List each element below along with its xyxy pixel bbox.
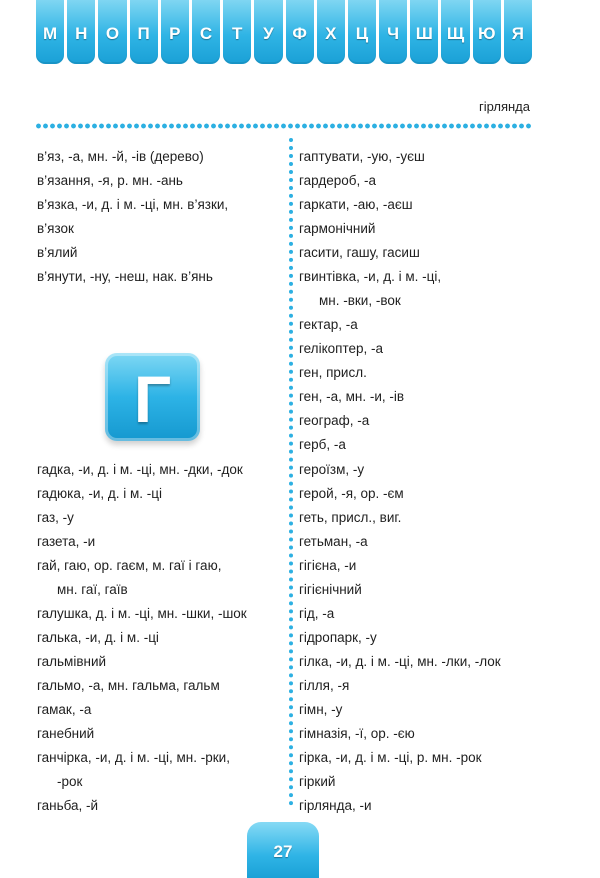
alphabet-tab-letter: Н bbox=[75, 24, 88, 43]
dictionary-entry: географ, -а bbox=[299, 413, 370, 428]
page-number-tab bbox=[247, 822, 319, 878]
dictionary-entry: в’язка, -и, д. і м. -ці, мн. в’язки, bbox=[37, 197, 229, 212]
dictionary-entry: герой, -я, ор. -єм bbox=[299, 486, 404, 501]
dictionary-entry: гвинтівка, -и, д. і м. -ці, bbox=[299, 269, 442, 284]
page-number: 27 bbox=[273, 842, 293, 861]
alphabet-tab[interactable] bbox=[98, 0, 126, 64]
alphabet-tab[interactable] bbox=[223, 0, 251, 64]
dictionary-entry: гелікоптер, -а bbox=[299, 341, 383, 356]
dictionary-entry: гілля, -я bbox=[299, 678, 350, 693]
dictionary-entry: гамак, -а bbox=[37, 702, 92, 717]
alphabet-tab-letter: Ф bbox=[292, 24, 307, 43]
dictionary-entry: галушка, д. і м. -ці, мн. -шки, -шок bbox=[37, 606, 247, 621]
dictionary-entry: ганьба, -й bbox=[37, 798, 99, 813]
dictionary-entry: гімназія, -ї, ор. -єю bbox=[299, 726, 415, 741]
alphabet-tab[interactable] bbox=[473, 0, 501, 64]
dictionary-entry: гай, гаю, ор. гаєм, м. гаї і гаю, bbox=[37, 558, 222, 573]
dictionary-entry: гід, -а bbox=[299, 606, 335, 621]
alphabet-tab[interactable] bbox=[504, 0, 532, 64]
dictionary-entry: газ, -у bbox=[37, 510, 74, 525]
dictionary-entry: в’язання, -я, р. мн. -ань bbox=[37, 173, 183, 188]
alphabet-tab[interactable] bbox=[410, 0, 438, 64]
dictionary-entry: ганебний bbox=[37, 726, 95, 741]
dictionary-entry: гірка, -и, д. і м. -ці, р. мн. -рок bbox=[299, 750, 482, 765]
dictionary-entry: в’янути, -ну, -неш, нак. в’янь bbox=[37, 269, 213, 284]
dictionary-entry: ген, -а, мн. -и, -ів bbox=[299, 389, 405, 404]
alphabet-tab[interactable] bbox=[192, 0, 220, 64]
dictionary-entry: гальмо, -а, мн. гальма, гальм bbox=[37, 678, 220, 693]
alphabet-tab-bar bbox=[36, 0, 532, 66]
dictionary-entry: гектар, -а bbox=[299, 317, 358, 332]
alphabet-tab-letter: Т bbox=[232, 24, 243, 43]
alphabet-tab[interactable] bbox=[36, 0, 64, 64]
dictionary-entry: гігієна, -и bbox=[299, 558, 357, 573]
dictionary-entry: гіркий bbox=[299, 774, 336, 789]
alphabet-tab-letter: О bbox=[105, 24, 120, 43]
dictionary-entry: гадка, -и, д. і м. -ці, мн. -дки, -док bbox=[37, 462, 243, 477]
dictionary-entry: гілка, -и, д. і м. -ці, мн. -лки, -лок bbox=[299, 654, 501, 669]
dictionary-entry: в’яз, -а, мн. -й, -ів (дерево) bbox=[37, 149, 204, 164]
dictionary-entry-continuation: мн. гаї, гаїв bbox=[57, 582, 128, 597]
alphabet-tab[interactable] bbox=[286, 0, 314, 64]
alphabet-tab-letter: Ц bbox=[355, 24, 369, 43]
dictionary-entry-continuation: мн. -вки, -вок bbox=[319, 293, 401, 308]
dictionary-entry: в’ялий bbox=[37, 245, 78, 260]
section-letter: Г bbox=[133, 362, 172, 436]
dictionary-entry: гаркати, -аю, -аєш bbox=[299, 197, 413, 212]
alphabet-tab[interactable] bbox=[348, 0, 376, 64]
alphabet-tab-letter: М bbox=[43, 24, 58, 43]
alphabet-tab[interactable] bbox=[379, 0, 407, 64]
alphabet-tab-letter: П bbox=[137, 24, 150, 43]
dictionary-entry: гігієнічний bbox=[299, 582, 362, 597]
dictionary-entry: гальмівний bbox=[37, 654, 107, 669]
dictionary-entry: гірлянда, -и bbox=[299, 798, 372, 813]
alphabet-tab-letter: Ю bbox=[477, 24, 496, 43]
dictionary-entry: в’язок bbox=[37, 221, 74, 236]
dictionary-entry: гаптувати, -ую, -уєш bbox=[299, 149, 425, 164]
alphabet-tab-letter: Р bbox=[169, 24, 181, 43]
column-divider bbox=[289, 138, 293, 806]
dictionary-entry-continuation: -рок bbox=[57, 774, 83, 789]
dictionary-entry: геть, присл., виг. bbox=[299, 510, 402, 525]
dictionary-entry: гімн, -у bbox=[299, 702, 343, 717]
dictionary-entry: герб, -а bbox=[299, 437, 346, 452]
alphabet-tab[interactable] bbox=[317, 0, 345, 64]
dictionary-entry: гетьман, -а bbox=[299, 534, 368, 549]
running-head: гірлянда bbox=[478, 99, 530, 114]
dictionary-entry: гармонічний bbox=[299, 221, 376, 236]
dotted-divider bbox=[35, 123, 531, 129]
dictionary-entry: ген, присл. bbox=[299, 365, 367, 380]
dictionary-entry: газета, -и bbox=[37, 534, 96, 549]
alphabet-tab-letter: Ш bbox=[415, 24, 433, 43]
alphabet-tab-letter: У bbox=[263, 24, 274, 43]
alphabet-tab-letter: Я bbox=[511, 24, 525, 43]
dictionary-entry: гадюка, -и, д. і м. -ці bbox=[37, 486, 163, 501]
alphabet-tab-letter: Х bbox=[325, 24, 337, 43]
dictionary-entry: гардероб, -а bbox=[299, 173, 376, 188]
alphabet-tab[interactable] bbox=[161, 0, 189, 64]
alphabet-tab[interactable] bbox=[254, 0, 282, 64]
alphabet-tab-letter: Щ bbox=[446, 24, 465, 43]
dictionary-entry: ганчірка, -и, д. і м. -ці, мн. -рки, bbox=[37, 750, 230, 765]
dictionary-entry: героїзм, -у bbox=[299, 462, 365, 477]
dictionary-entry: гасити, гашу, гасиш bbox=[299, 245, 420, 260]
dictionary-entry: галька, -и, д. і м. -ці bbox=[37, 630, 159, 645]
section-letter-badge bbox=[105, 353, 200, 441]
alphabet-tab[interactable] bbox=[441, 0, 469, 64]
dictionary-entry: гідропарк, -у bbox=[299, 630, 377, 645]
alphabet-tab[interactable] bbox=[130, 0, 158, 64]
alphabet-tab[interactable] bbox=[67, 0, 95, 64]
alphabet-tab-letter: Ч bbox=[387, 24, 400, 43]
alphabet-tab-letter: С bbox=[199, 24, 213, 43]
